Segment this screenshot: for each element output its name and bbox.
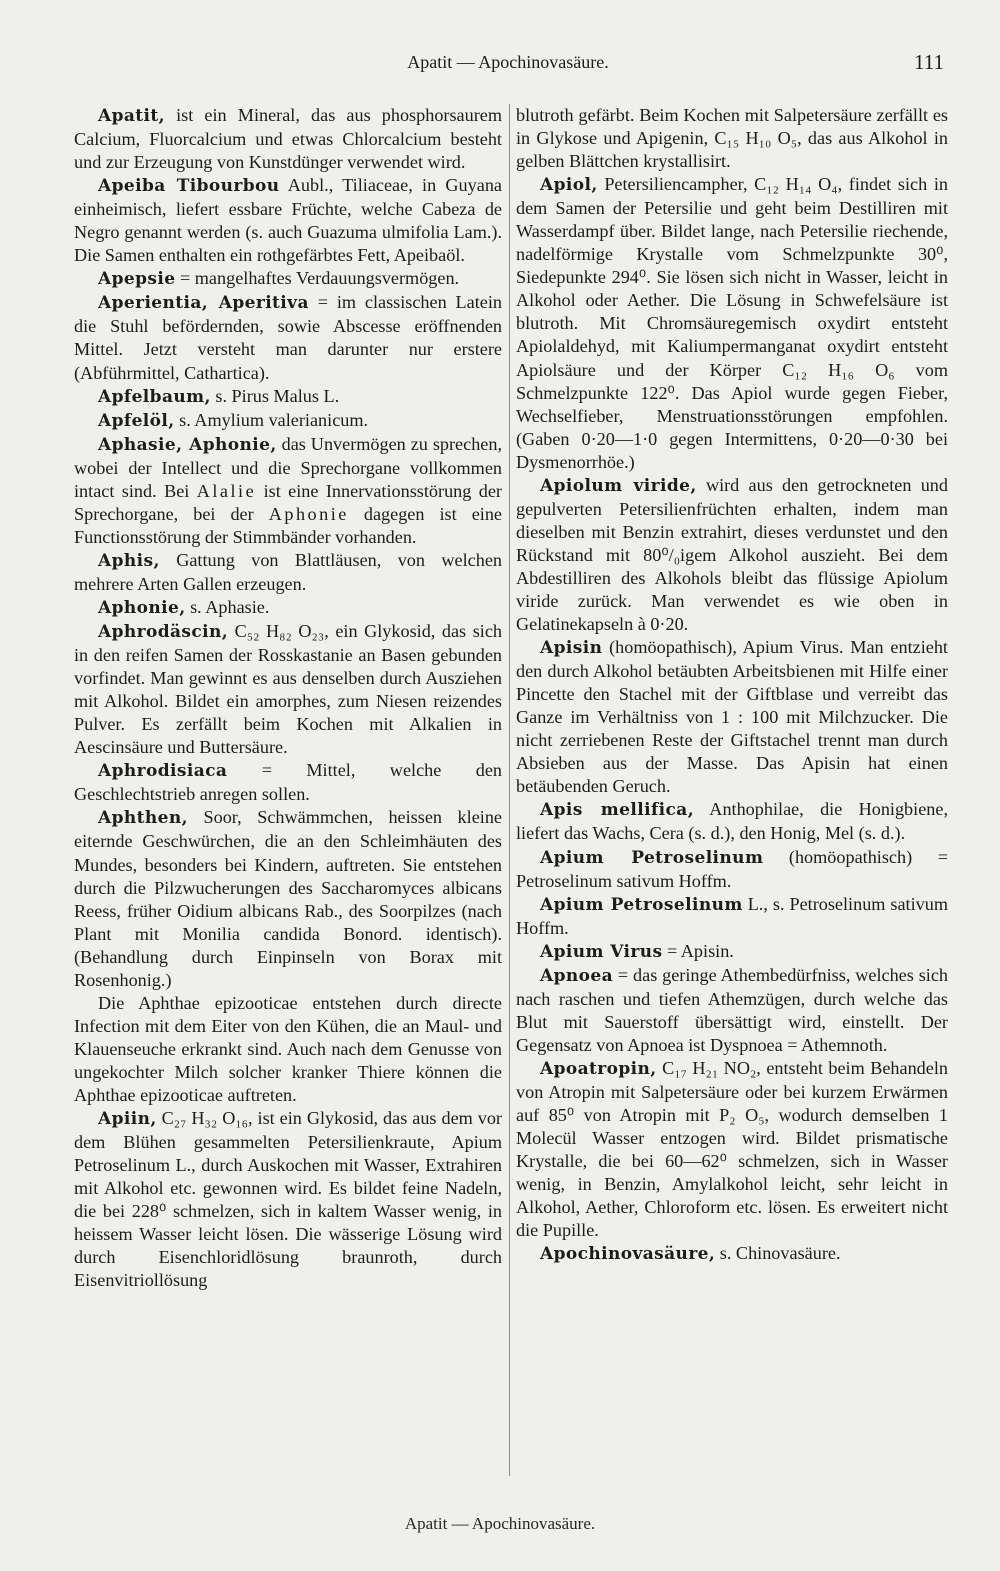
headword: Apiin, — [98, 1109, 157, 1130]
headword: Apatit, — [98, 106, 165, 126]
headword: Apium Petroselinum — [540, 894, 743, 915]
entry-aphonie — [74, 596, 502, 620]
entry-text: Aubl., Tiliaceae, in Guyana einheimisch, liefert essbare Früchte, welche Cabeza de Negro genannt werden (s. auch Guazuma ulmifolia Lam.). Die Samen enthalten ein rothgefärbtes Fett, Apeibaöl. — [74, 175, 502, 266]
entry-text: (homöopathisch) = Petroselinum sativum Hoffm. — [516, 846, 948, 891]
entry-apnoea — [516, 964, 948, 1057]
headword: Aphrodisiaca — [98, 761, 228, 782]
entry-apis-mellifica — [516, 798, 948, 845]
entry-aphthen — [74, 806, 502, 991]
entry-apium-petroselinum-homoeo — [516, 846, 948, 893]
headword: Aphonie, — [98, 597, 186, 618]
entry-text: s. Amylium valerianicum. — [174, 409, 369, 430]
headword: Apnoea — [540, 965, 614, 986]
entry-text: ist eine Innervationsstörung der Sprechorgane, bei der — [74, 480, 502, 524]
headword: Aperientia, Aperitiva — [98, 293, 309, 314]
entry-text: Die Aphthae epizooticae entstehen durch directe Infection mit dem Eiter von den Kühen, die an Maul- und Klauenseuche erkrankt sind. Auch nach dem Genusse von ungekochter Milch solcher kranker Thiere können die Aphthae epizooticae auftreten. — [74, 992, 502, 1105]
entry-apfelbaum — [74, 385, 502, 409]
entry-aphis — [74, 549, 502, 596]
spaced-term: Aphonie — [268, 503, 349, 524]
entry-apatit — [74, 104, 502, 174]
headword: Aphthen, — [98, 808, 188, 829]
column-divider — [509, 104, 510, 1476]
entry-text: = Mittel, welche den Geschlechtstrieb anregen sollen. — [74, 760, 502, 805]
entry-text: = Apisin. — [662, 940, 734, 961]
headword: Apfelöl, — [98, 410, 175, 431]
entry-apeiba — [74, 174, 502, 267]
entry-apium-virus — [516, 940, 948, 964]
entry-apiin — [74, 1107, 502, 1292]
entry-apfeloel — [74, 409, 502, 433]
spaced-term: Alalie — [196, 480, 257, 501]
entry-text: C₂₇ H₃₂ O₁₆, ist ein Glykosid, das aus dem vor dem Blühen gesammelten Petersilienkraute, Apium Petroselinum L., durch Auskochen mit Wasser, Extrahiren mit Alkohol etc. gewonnen wird. Es bildet feine Nadeln, die bei 228⁰ schmelzen, sich in kaltem Wasser wenig, in heissem Wasser leicht lösen. Die wässerige Lösung wird durch Eisenchloridlösung braunroth, durch Eisenvitriollösung — [74, 1108, 502, 1291]
headword: Apoatropin, — [540, 1058, 657, 1079]
headword: Apisin — [540, 638, 603, 659]
entry-text: (homöopathisch), Apium Virus. Man entzieht den durch Alkohol betäubten Arbeitsbienen mit Hilfe einer Pincette den Stachel mit der Giftblase und verreibt das Ganze im Verhältniss von 1 : 100 mit Milchzucker. Die nicht zerriebenen Reste der Giftstachel trennt man durch Absieben aus der Masse. Das Apisin hat einen betäubenden Geruch. — [516, 637, 948, 797]
entry-apepsie — [74, 267, 502, 291]
entry-apiin-continued — [516, 104, 948, 173]
entry-text: = im classischen Latein die Stuhl befördernden, sowie Abscesse eröffnenden Mittel. Jetzt versteht man darunter nur erstere (Abführmittel, Cathartica). — [74, 292, 502, 383]
entry-text: das Unvermögen zu sprechen, wobei der Intellect und die Sprechorgane vollkommen intact sind. Bei — [74, 433, 502, 501]
entry-text: = mangelhaftes Verdauungsvermögen. — [175, 268, 460, 289]
entry-text: s. Pirus Malus L. — [210, 385, 340, 406]
entry-apoatropin — [516, 1057, 948, 1242]
headword: Apfelbaum, — [98, 386, 211, 407]
entry-text: Petersiliencampher, C₁₂ H₁₄ O₄, findet sich in dem Samen der Petersilie und geht beim Destilliren mit Wasserdampf über. Bildet lange, nach Petersilie riechende, nadelförmige Krystalle vom Schmelzpunkte 30⁰, Siedepunkte 294⁰. Sie lösen sich nicht in Wasser, leicht in Alkohol oder Aether. Die Lösung in Schwefelsäure ist blutroth. Mit Chromsäuregemisch oxydirt entsteht Apiolaldehyd, mit Kaliumpermanganat oxydirt entsteht Apiolsäure und der Körper C₁₂ H₁₆ O₆ vom Schmelzpunkte 122⁰. Das Apiol wurde gegen Fieber, Wechselfieber, Menstruationsstörungen empfohlen. (Gaben 0·20—1·0 gegen Intermittens, 0·20—0·30 bei Dysmenorrhöe.) — [516, 174, 948, 472]
entry-aphasie — [74, 433, 502, 549]
headword: Apochinovasäure, — [540, 1244, 716, 1265]
footer-running-title: Apatit — Apochinovasäure. — [404, 1514, 596, 1533]
running-title: Apatit — Apochinovasäure. — [407, 52, 609, 72]
entry-text: wird aus den getrockneten und gepulverten Petersilienfrüchten erhalten, indem man dieselben mit Benzin extrahirt, dieses verdunstet und den Rückstand mit 80⁰/₀igem Alkohol auszieht. Bei dem Abdestilliren des Alkohols bleibt das flüssige Apiolum viride zurück. Man verwendet es wie oben in Gelatinekapseln à 0·20. — [516, 474, 948, 635]
headword: Apium Petroselinum — [540, 847, 764, 868]
entry-text: Anthophilae, die Honigbiene, liefert das Wachs, Cera (s. d.), den Honig, Mel (s. d.). — [516, 799, 948, 844]
entry-text: L., s. Petroselinum sativum Hoffm. — [516, 893, 948, 938]
headword: Apiolum viride, — [540, 475, 697, 496]
page-number: 111 — [914, 50, 944, 74]
entry-aperientia — [74, 291, 502, 384]
left-column — [74, 104, 502, 1484]
entry-apochinovasaeure — [516, 1242, 948, 1266]
entry-apiolum-viride — [516, 474, 948, 636]
entry-text: ist ein Mineral, das aus phosphorsaurem Calcium, Fluorcalcium und etwas Chlorcalcium besteht und zur Erzeugung von Kunstdünger verwendet wird. — [74, 105, 502, 173]
headword: Apium Virus — [540, 941, 663, 962]
entry-text: = das geringe Athembedürfniss, welches sich nach raschen und tiefen Athemzügen, durch welche das Blut mit Sauerstoff übersättigt wird, einstellt. Der Gegensatz von Apnoea ist Dyspnoea = Athemnoth. — [516, 964, 948, 1055]
entry-text: dagegen ist eine Functionsstörung der Stimmbänder vorhanden. — [74, 503, 502, 547]
entry-apiol — [516, 173, 948, 474]
running-header — [72, 50, 944, 76]
headword: Aphasie, Aphonie, — [98, 434, 277, 455]
right-column — [516, 104, 948, 1484]
headword: Aphis, — [98, 550, 160, 571]
entry-text: blutroth gefärbt. Beim Kochen mit Salpetersäure zerfällt es in Glykose und Apigenin, C₁₅ H₁₀ O₅, das aus Alkohol in gelben Blättchen krystallisirt. — [516, 105, 948, 172]
headword: Aphrodäscin, — [98, 622, 229, 643]
entry-aphrodisiaca — [74, 759, 502, 806]
entry-text: C₅₂ H₈₂ O₂₃, ein Glykosid, das sich in den reifen Samen der Rosskastanie an Basen gebunden vorfindet. Man gewinnt es aus denselben durch Ausziehen mit Alkohol. Bildet ein amorphes, zum Niesen reizendes Pulver. Es zerfällt beim Kochen mit Alkalien in Aescinsäure und Buttersäure. — [74, 621, 502, 758]
headword: Apiol, — [540, 175, 598, 196]
entry-text: s. Chinovasäure. — [715, 1243, 841, 1264]
entry-apisin — [516, 636, 948, 798]
headword: Apepsie — [98, 269, 176, 290]
entry-text: Soor, Schwämmchen, heissen kleine eiternde Geschwürchen, die an den Schleimhäuten des Mundes, besonders bei Kindern, auftreten. Sie entstehen durch die Pilzwucherungen des Saccharomyces albicans Reess, früher Oidium albicans Rab., des Soorpilzes (nach Plant mit Monilia candida Bonord. identisch). (Behandlung durch Einpinseln von Borax mit Rosenhonig.) — [74, 807, 502, 990]
entry-text: Gattung von Blattläusen, von welchen mehrere Arten Gallen erzeugen. — [74, 549, 502, 594]
entry-apium-petroselinum — [516, 893, 948, 940]
headword: Apis mellifica, — [540, 800, 695, 821]
entry-aphthae-epizooticae — [74, 992, 502, 1107]
entry-text: C₁₇ H₂₁ NO₂, entsteht beim Behandeln von Atropin mit Salpetersäure oder bei kurzem Erwärmen auf 85⁰ von Atropin mit P₂ O₅, wodurch demselben 1 Molecül Wasser entzogen wird. Bildet prismatische Krystalle, die bei 60—62⁰ schmelzen, sich in Wasser wenig, in Benzin, Amylalkohol leicht, sehr leicht in Alkohol, Aether, Chloroform etc. lösen. Es erweitert nicht die Pupille. — [516, 1057, 948, 1241]
entry-aphrodaescin — [74, 620, 502, 759]
headword: Apeiba Tibourbou — [98, 176, 280, 197]
entry-text: s. Aphasie. — [185, 596, 270, 617]
